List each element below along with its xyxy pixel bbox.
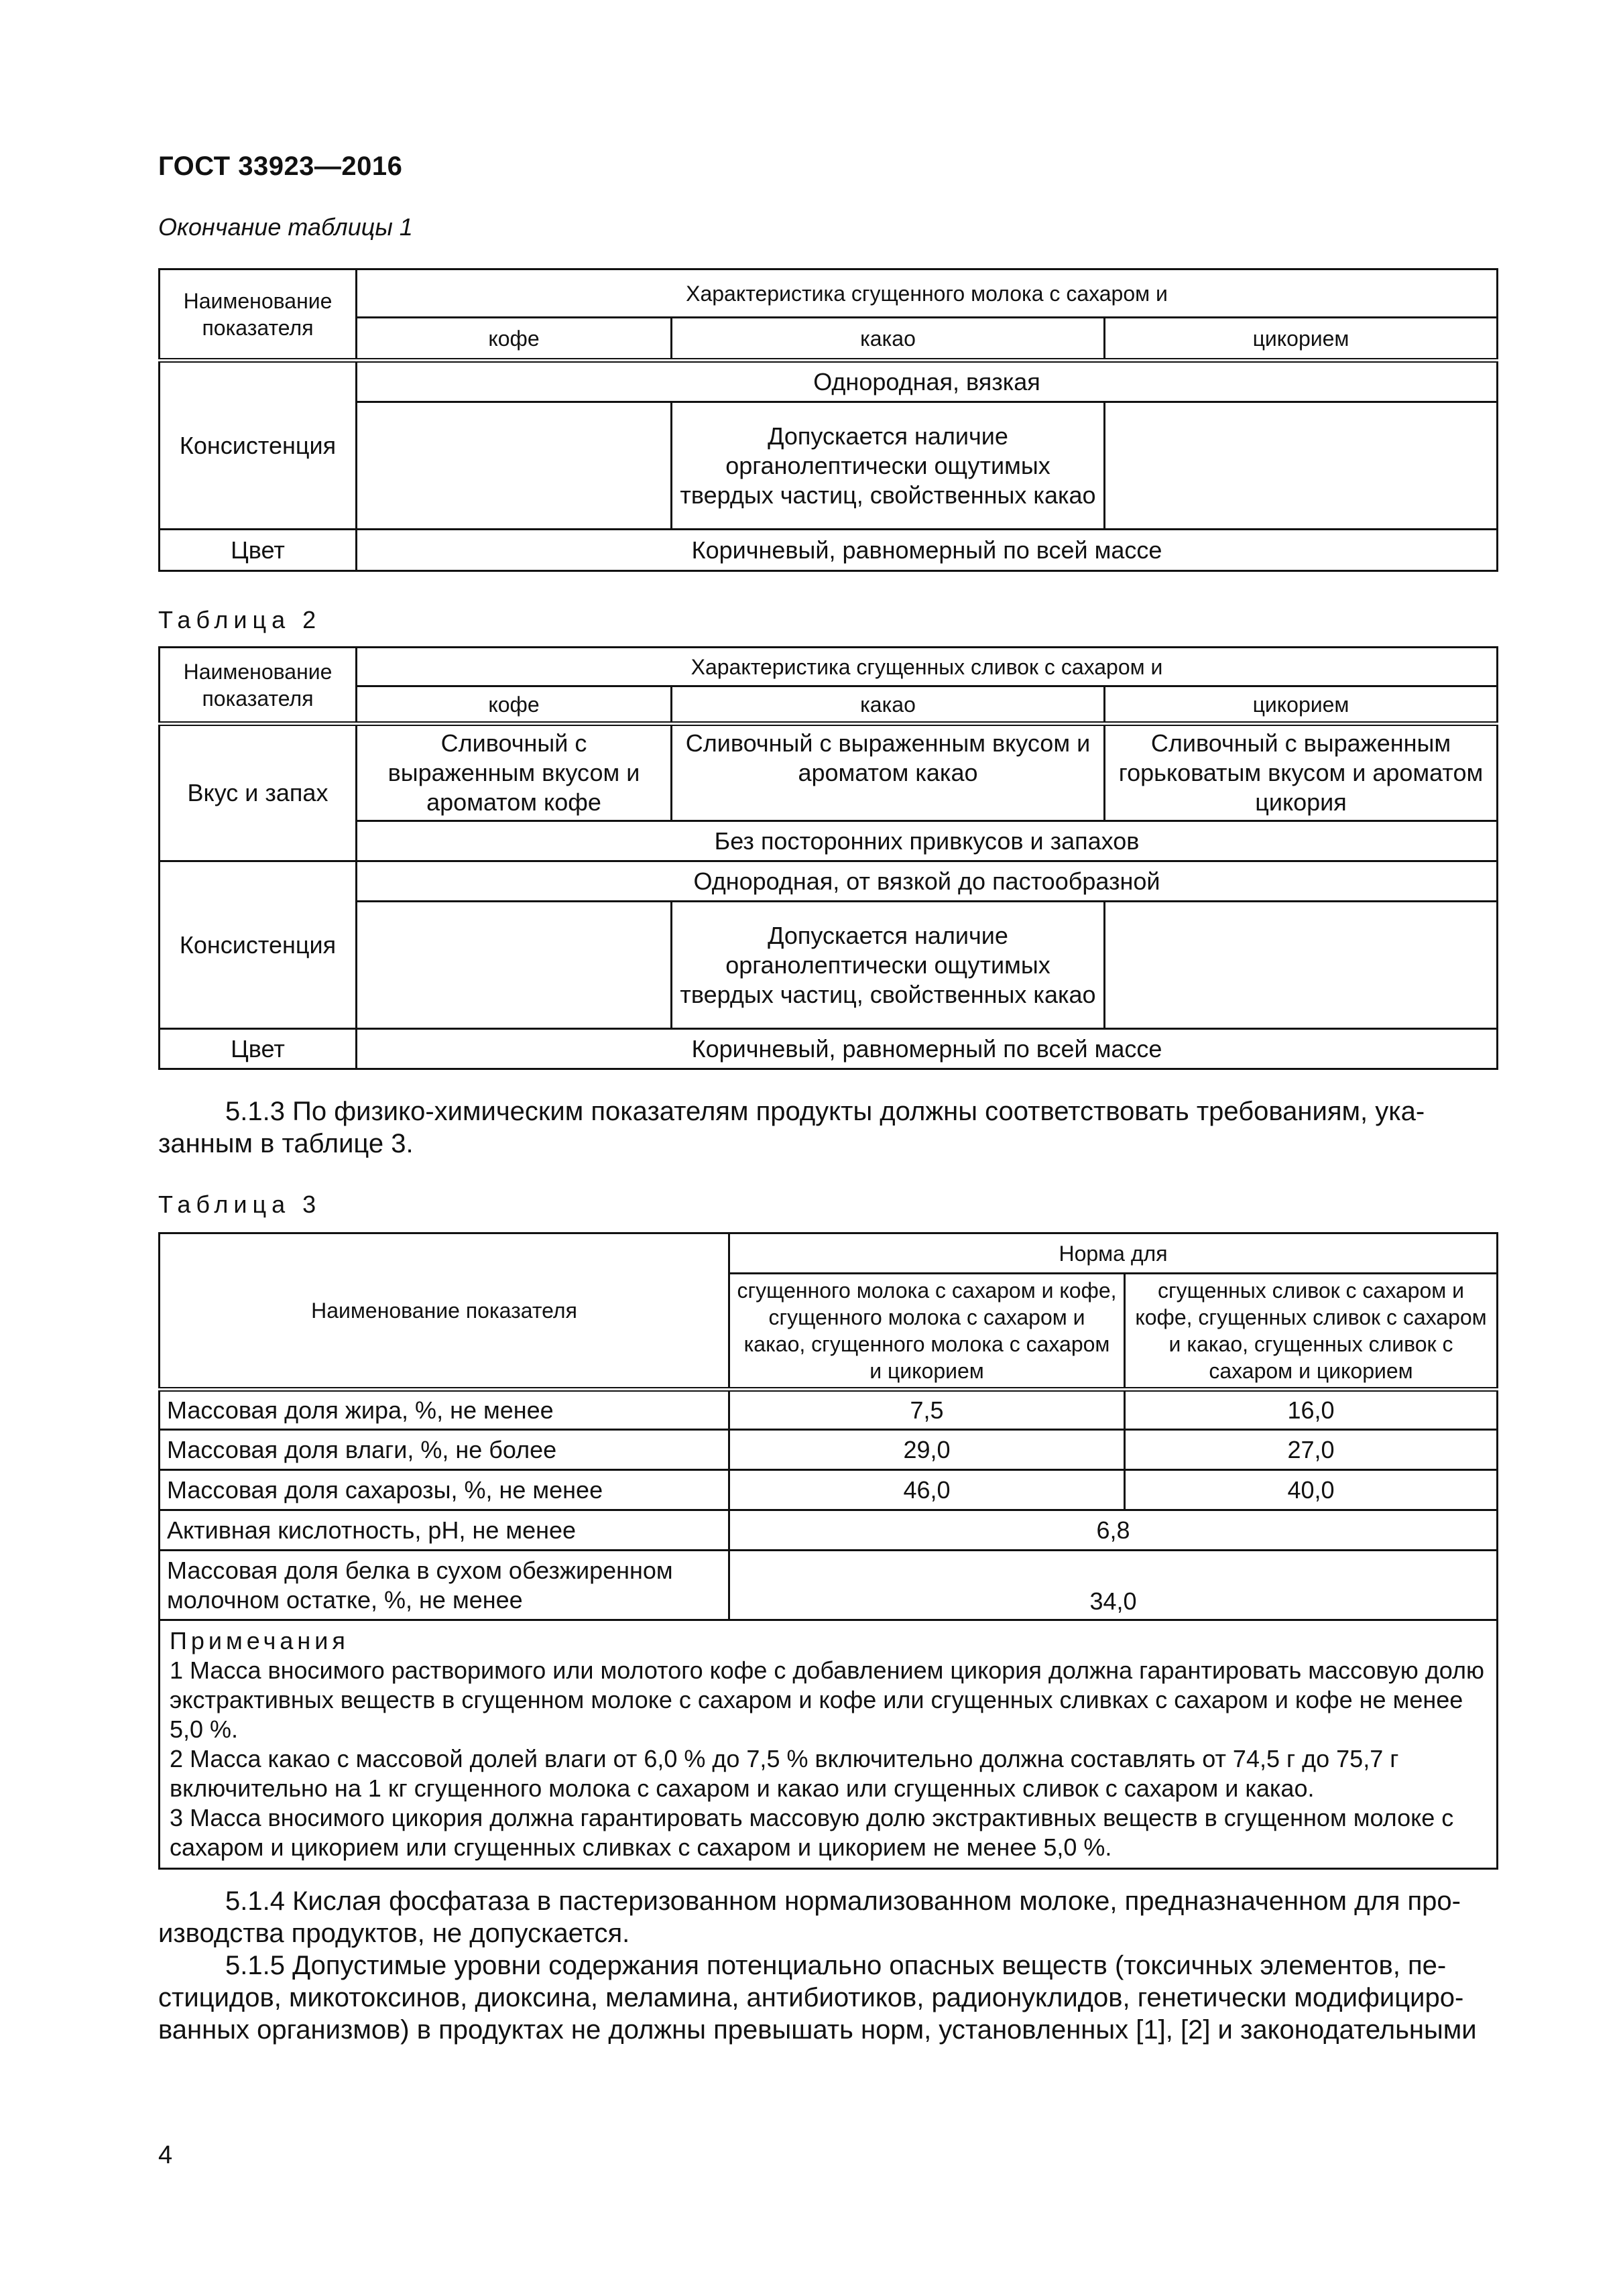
t3-row-cream: 16,0 [1125,1390,1498,1430]
t2-taste-common: Без посторонних привкусов и запахов [357,821,1498,861]
t2-col-param: Наименование показателя [160,648,357,724]
t3-row-name: Массовая доля жира, %, не менее [160,1390,729,1430]
t1-consistency-cocoa: Допускается наличие органолептически ощутимых твердых частиц, свойственных какао [672,402,1105,530]
t1-color-value: Коричневый, равномерный по всей массе [357,530,1498,571]
p515-line-3: ванных организмов) в продуктах не должны превышать норм, установленных [1], [2] и законодательными [158,2015,1477,2045]
p515-line-2: стицидов, микотоксинов, диоксина, меламина, антибиотиков, радионуклидов, генетически модифициро- [158,1983,1464,2012]
page-number: 4 [158,2141,173,2169]
t2-taste-cocoa: Сливочный с выраженным вкусом и ароматом какао [672,724,1105,821]
table-1 [158,268,1498,572]
t3-row-cream: 40,0 [1125,1470,1498,1510]
p514-line-2: изводства продуктов, не допускается. [158,1919,630,1948]
t3-sub-milk: сгущенного молока с сахаром и кофе, сгущенного молока с сахаром и какао, сгущенного молока с сахаром и цикорием [729,1274,1125,1390]
t2-taste-chicory: Сливочный с выраженным горьковатым вкусом и ароматом цикория [1105,724,1498,821]
paragraph-5-1-4 [158,1885,1498,1949]
paragraph-5-1-3 [158,1095,1498,1160]
t2-consistency-common: Однородная, от вязкой до пастообразной [357,861,1498,902]
t1-col-group: Характеристика сгущенного молока с сахаром и [357,269,1498,318]
t3-sub-cream: сгущенных сливок с сахаром и кофе, сгущенных сливок с сахаром и какао, сгущенных сливок с сахаром и цикорием [1125,1274,1498,1390]
table2-caption: Таблица 2 [158,606,322,633]
p513-line-1: 5.1.3 По физико-химическим показателям продукты должны соответствовать требованиям, ука- [225,1097,1425,1126]
t3-ph-value: 6,8 [729,1510,1498,1551]
t1-consistency-common: Однородная, вязкая [357,361,1498,402]
paragraph-5-1-5 [158,1949,1498,2046]
t2-color-label: Цвет [160,1029,357,1069]
t2-taste-label: Вкус и запах [160,724,357,861]
t3-note-2: 2 Масса какао с массовой долей влаги от 6,0 % до 7,5 % включительно должна составлять от 74,5 г до 75,7 г включительно на 1 кг сгущенного молока с сахаром и какао или сгущенных сливок с сахаром и какао. [170,1745,1399,1802]
p513-line-2: занным в таблице 3. [158,1129,414,1158]
t3-notes-title: Примечания [170,1627,349,1654]
t3-notes [160,1620,1498,1869]
t1-col-param: Наименование показателя [160,269,357,361]
t2-col-group: Характеристика сгущенных сливок с сахаром и [357,648,1498,686]
t2-taste-coffee: Сливочный с выраженным вкусом и ароматом кофе [357,724,672,821]
t2-sub-chicory: цикорием [1105,686,1498,724]
t2-consistency-coffee-empty [357,902,672,1029]
t3-row-cream: 27,0 [1125,1430,1498,1470]
p514-line-1: 5.1.4 Кислая фосфатаза в пастеризованном нормализованном молоке, предназначенном для про- [225,1886,1461,1916]
t1-sub-chicory: цикорием [1105,318,1498,361]
t3-protein-name: Массовая доля белка в сухом обезжиренном молочном остатке, %, не менее [160,1551,729,1620]
t2-sub-coffee: кофе [357,686,672,724]
t3-col-param: Наименование показателя [160,1233,729,1390]
t1-consistency-chicory-empty [1105,402,1498,530]
t3-protein-value: 34,0 [729,1551,1498,1620]
table1-caption: Окончание таблицы 1 [158,213,413,241]
t3-col-group: Норма для [729,1233,1498,1274]
t2-consistency-label: Консистенция [160,861,357,1029]
table-3 [158,1232,1498,1870]
t1-sub-cocoa: какао [672,318,1105,361]
t3-ph-name: Активная кислотность, pH, не менее [160,1510,729,1551]
t2-consistency-chicory-empty [1105,902,1498,1029]
t3-note-3: 3 Масса вносимого цикория должна гарантировать массовую долю экстрактивных веществ в сгущенном молоке с сахаром и цикорием или сгущенных сливках с сахаром и цикорием не менее 5,0 %. [170,1804,1454,1861]
t1-color-label: Цвет [160,530,357,571]
t3-row-milk: 7,5 [729,1390,1125,1430]
t3-note-1: 1 Масса вносимого растворимого или молотого кофе с добавлением цикория должна гарантировать массовую долю экстрактивных веществ в сгущенном молоке с сахаром и кофе или сгущенных сливках с сахаром и кофе не менее 5,0 %. [170,1656,1484,1743]
t3-row-milk: 46,0 [729,1470,1125,1510]
p515-line-1: 5.1.5 Допустимые уровни содержания потенциально опасных веществ (токсичных элементов, пе- [225,1951,1447,1980]
t3-row-name: Массовая доля влаги, %, не более [160,1430,729,1470]
t1-consistency-coffee-empty [357,402,672,530]
table3-caption: Таблица 3 [158,1191,322,1218]
t2-color-value: Коричневый, равномерный по всей массе [357,1029,1498,1069]
t1-consistency-label: Консистенция [160,361,357,530]
t3-row-milk: 29,0 [729,1430,1125,1470]
t3-row-name: Массовая доля сахарозы, %, не менее [160,1470,729,1510]
table-2 [158,646,1498,1070]
t2-consistency-cocoa: Допускается наличие органолептически ощутимых твердых частиц, свойственных какао [672,902,1105,1029]
t1-sub-coffee: кофе [357,318,672,361]
document-header: ГОСТ 33923—2016 [158,152,403,181]
t2-sub-cocoa: какао [672,686,1105,724]
